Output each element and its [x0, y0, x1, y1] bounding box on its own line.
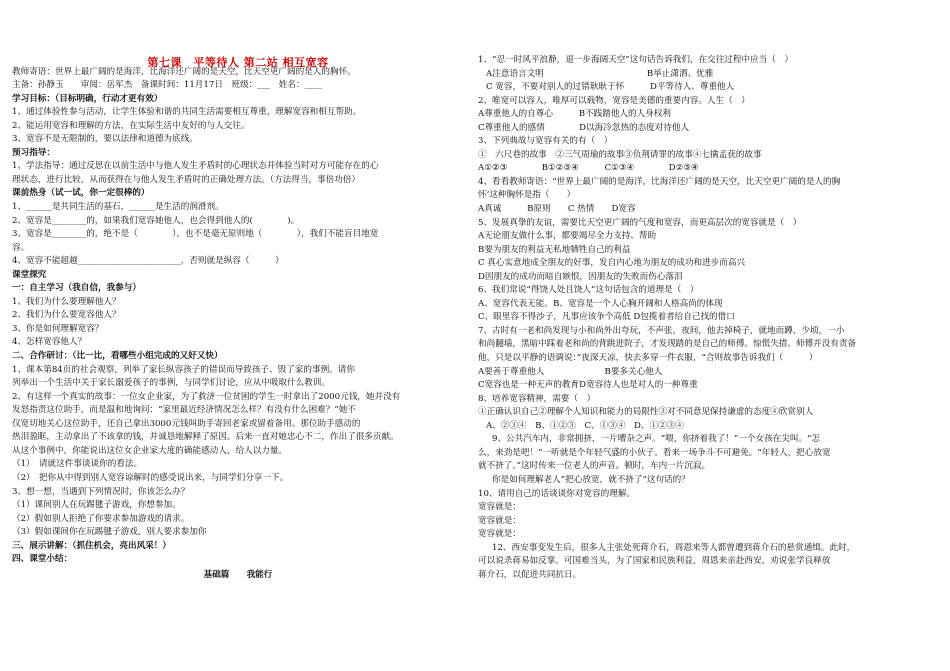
right-line: 宽容就是：	[478, 515, 521, 526]
left-line: 主备：孙静玉 审阅：岳军杰 备课时间：11月17日 班级：___ 姓名：____	[12, 80, 322, 91]
left-line: 发怒指责这位助手，而是温和地询问：“家里最近经济情况怎么样？有没有什么困难？”她不	[12, 405, 356, 416]
left-line: 课堂探究	[12, 269, 47, 280]
right-line: ①正确认识自己②理解个人知识和能力的局限性③对不同意见保持谦虚的态度④欣赏别人	[478, 407, 814, 418]
right-column	[478, 54, 940, 582]
right-line: A真诚 B原则 C 热情 D宽容	[478, 204, 636, 215]
right-line: A尊重他人的自尊心 B不践踏他人的人身权利	[478, 109, 671, 120]
left-line: 学习目标：（目标明确，行动才更有效）	[12, 93, 163, 104]
right-line: C尊重他人的感情 D以海冷忽热的态度对待他人	[478, 122, 690, 133]
right-line: 你是如何理解老人“把心放宽，就不挤了”这句话的？	[492, 474, 690, 485]
left-line: 从这个事例中，你能说出这位女企业家大度的确能感动人，给人以力量。	[12, 445, 288, 456]
left-column	[12, 52, 464, 582]
left-line: 3、想一想，当遇到下列情况时，你该怎么办？	[12, 486, 190, 497]
right-line: 7、古时有一老和尚发现与小和尚外出夸玩，不声张，夜间，他去掉椅子，就地而蹲，少顷，一小	[478, 325, 845, 336]
title-spacer	[12, 52, 464, 66]
right-line: A、②③④ B、①②③ C、①③④ D、①②③④	[486, 420, 684, 431]
left-line: 容。	[12, 242, 30, 253]
left-line: 1、课本第84页的社会观察，列举了家长纵容孩子的错误而导致孩子、毁了家的事例。请你	[12, 364, 355, 375]
left-line: 4、宽容不能超越________________________，否则就是纵容（ ）	[12, 256, 284, 267]
left-line: 列举出一个生活中关于家长溺爱孩子的事例，与同学们讨论，应从中吸取什么教训。	[12, 378, 330, 389]
right-line: 5、发展真挚的友谊，需要比天空更广阔的气度和宽容，而更高层次的宽容就是（ ）	[478, 217, 802, 228]
left-line: 三、展示讲解：（抓住机会，亮出风采！）	[12, 540, 171, 551]
right-line: 他，只是以平静的语调说：”夜深天凉，快去多穿一件衣服，“合则故事告诉我们（ ）	[478, 353, 818, 364]
left-line: 2、能运用宽容和理解的方法，在实际生活中友好的与人交往。	[12, 120, 250, 131]
right-line: 9、公共汽车内，非常拥挤，一片嘈杂之声。“喂，你挤着我了！”一个女孩在尖叫。“怎	[492, 434, 821, 445]
left-line: 课前热身（试一试，你一定很棒的）	[12, 188, 150, 199]
left-line: 1、学法指导：通过反思在以前生活中与他人发生矛盾时的心理状态并体验当时对方可能存在的心	[12, 161, 379, 172]
right-line: 12、西安事变发生后，很多人主张处死蒋介石，周恩来等人都曾遭到蒋介石的悬赏通缉。此时，	[492, 542, 856, 553]
right-line: 3、下列典故与宽容有关的有（ ）	[478, 136, 613, 147]
left-line: 1、______是共同生活的基石，______是生活的润滑剂。	[12, 202, 224, 213]
right-line: B要为朋友的利益无私地牺牲自己的利益	[478, 244, 631, 255]
left-line: 热泪盈眶，主动拿出了不该拿的钱，并诚恳地解释了原因。后来一直对她忠心不二，作出了很多贡献。	[12, 432, 399, 443]
section-footer-title: 基础篇 我能行	[203, 569, 273, 580]
right-line: D因朋友的成功而暗自嫉恨，因朋友的失败而伤心落泪	[478, 271, 683, 282]
left-line: 四、课堂小结：	[12, 554, 73, 565]
left-line: （3）假如课间你在玩踢毽子游戏，别人要求参加你	[12, 527, 207, 538]
right-line: 么，来劲是吧！”一听就是个年轻气盛的小伙子。看来一场争斗不可避免。“年轻人，把心放宽	[478, 447, 831, 458]
right-line: ① 六尺巷的故事 ②三气周瑜的故事③负荆请罪的故事④七擒孟获的故事	[478, 149, 762, 160]
left-line: 2、我们为什么要宽容他人？	[12, 310, 121, 321]
left-line: 一：自主学习（我自信，我参与）	[12, 283, 141, 294]
right-line: C 宽容，不要对别人的过错耿耿于怀 D平等待人、尊重他人	[486, 82, 735, 93]
right-line: 2、唯宽可以容人，唯厚可以载物，宽容是美德的重要内容。人生（ ）	[478, 95, 750, 106]
right-line: A要善于尊重他人 B要多关心他人	[478, 366, 663, 377]
right-line: C、眼里容不得沙子，凡事应该争个高低 D包揽着者给自己找的借口	[478, 312, 735, 323]
left-line: （1） 请就这件事谈谈你的看法。	[12, 459, 143, 470]
right-line: 宽容就是：	[478, 502, 521, 513]
right-line: A①②③ B①②③④ C①③④ D②③④	[478, 163, 699, 174]
right-line: 怀’这种胸怀是指（ ）	[478, 190, 576, 201]
right-line: 蒋介石，以促进共同抗日。	[478, 569, 582, 580]
left-line: 仅宽切地关心这位助手，还自己拿出3000元钱叫助手寄回老家或留着备用。那位助手感动的	[12, 418, 361, 429]
right-line: C宽容也是一种无声的教育D宽容待人也是对人的一种尊重	[478, 380, 698, 391]
left-line: 理状态，进行比较，从而获得在与他人发生矛盾时的正确处理方法。（方法得当，事倍功倍）	[12, 174, 361, 185]
right-line: 可以说杀蒋易如反掌。可国难当头，为了国家和民族利益，周恩来亲赴西安，劝说张学良释放	[478, 556, 831, 567]
left-line: 1、我们为什么要理解他人？	[12, 296, 121, 307]
right-line: 10、请用自己的话谈谈你对宽容的理解。	[478, 488, 636, 499]
right-line: 4、看看教师寄语：“世界上最广阔的是海洋，比海洋还广阔的是天空，比天空更广阔的是人的胸	[478, 176, 841, 187]
right-line: A无论朋友做什么事，都要竭尽全力支持、帮助	[478, 231, 657, 242]
right-line: A注意语言文明 B举止潇洒、优雅	[486, 68, 714, 79]
left-line: （2）假如别人拒绝了你要求参加游戏的请求。	[12, 513, 190, 524]
left-line: 教师寄语：世界上最广阔的是海洋，比海洋还广阔的是天空，比天空更广阔的是人的胸怀。	[12, 66, 356, 77]
left-line: 2、宽容是________的，如果我们宽容她他人，也会得到他人的( )。	[12, 215, 300, 226]
right-line: C 真心实意地成全朋友的好事，发自内心地为朋友的成功和进步而高兴	[478, 258, 746, 269]
right-line: 8、培养宽容精神，需要（ ）	[478, 393, 596, 404]
page-title: 第七课 平等待人 第二站 相互宽容	[147, 56, 329, 69]
right-line: A、宽容代表无能。B、宽容是一个人心胸开阔和人格高尚的体现	[478, 298, 723, 309]
left-line: 二、合作研讨：（比一比，看哪些小组完成的又好又快）	[12, 351, 223, 362]
right-line: 1、“忍一时风平浪静，退一步海阔天空”这句话告诉我们，在交往过程中应当（ ）	[478, 55, 794, 65]
right-line: 6、我们常说“得饶人处且饶人”这句话包含的道理是（ ）	[478, 285, 699, 296]
right-line: 宽容就是：	[478, 529, 521, 540]
left-line: 3、宽容是________的，绝不是（ ），也不是毫无原则地（ ），我们不能盲目地宽	[12, 229, 379, 240]
left-line: 预习指导：	[12, 147, 55, 158]
left-line: 2、有这样一个真实的故事：一位女企业家，为了救济一位贫困的学生一时拿出了2000元钱，她并没有	[12, 391, 401, 402]
left-line: （2） 把你从中得到别人宽容谅解时的感受说出来，与同学们分享一下。	[12, 472, 289, 483]
left-line: 1、通过体验性参与活动，让学生体验和谐的共同生活需要相互尊重，理解宽容和相互帮助。	[12, 107, 362, 118]
left-line: （1）课间别人在玩踢毽子游戏，你想参加。	[12, 500, 181, 511]
right-line: 和尚翻墙，黑暗中踩着老和尚的背跳进院子，才发现踏的是自己的师傅。惊慌失措。师傅并没有责备	[478, 339, 857, 350]
left-line: 3、宽容不是无限制的，要以法律和道德为底线。	[12, 134, 198, 145]
right-line: 就不挤了。”这时传来一位老人的声音。顿时，车内一片沉寂。	[478, 461, 711, 472]
left-line: 3、你是如何理解宽容？	[12, 323, 104, 334]
left-line: 4、怎样宽容他人？	[12, 337, 87, 348]
